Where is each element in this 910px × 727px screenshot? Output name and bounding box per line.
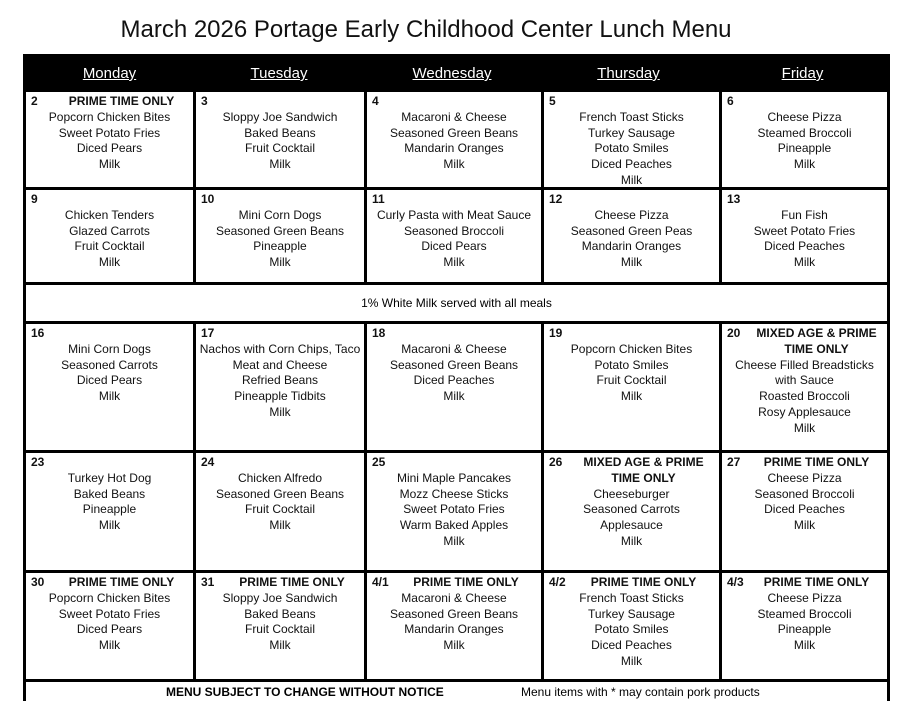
menu-item: French Toast Sticks	[579, 590, 684, 605]
cell-top-row	[26, 94, 193, 110]
cell-top-row	[722, 94, 887, 110]
day-cell	[544, 573, 719, 679]
cell-top-row	[196, 455, 364, 471]
date-number: 5	[549, 94, 556, 108]
cell-top-row	[722, 575, 887, 591]
menu-item: Diced Peaches	[413, 373, 495, 388]
cell-top-row	[196, 575, 364, 591]
menu-item: Nachos with Corn Chips, Taco	[199, 341, 361, 356]
menu-item: Diced Peaches	[764, 502, 845, 517]
cell-top-row	[367, 455, 541, 471]
menu-item: Seasoned Carrots	[61, 357, 158, 372]
menu-items	[26, 208, 193, 271]
menu-item: Baked Beans	[244, 125, 316, 140]
menu-item: Fun Fish	[781, 207, 828, 222]
date-number: 19	[549, 326, 563, 340]
menu-item: Milk	[269, 157, 291, 172]
menu-items	[26, 591, 193, 654]
menu-item: Milk	[443, 157, 465, 172]
menu-items	[722, 471, 887, 534]
menu-item: Mandarin Oranges	[404, 141, 504, 156]
menu-items	[367, 471, 541, 550]
menu-item: Milk	[443, 638, 465, 653]
week-row	[26, 573, 887, 679]
day-cell	[196, 324, 364, 450]
day-cell	[722, 573, 887, 679]
cell-top-row	[722, 455, 887, 471]
date-number: 4	[372, 94, 379, 108]
menu-item: Diced Pears	[76, 373, 143, 388]
menu-item: Fruit Cocktail	[244, 622, 315, 637]
day-cell	[26, 573, 193, 679]
menu-item: Sloppy Joe Sandwich	[222, 109, 338, 124]
menu-items	[544, 591, 719, 670]
menu-item: Diced Peaches	[764, 239, 845, 254]
menu-item: Meat and Cheese	[232, 357, 328, 372]
menu-item: Cheese Pizza	[767, 590, 842, 605]
cell-top-row	[722, 192, 887, 208]
menu-item: Popcorn Chicken Bites	[570, 341, 693, 356]
menu-items	[26, 471, 193, 534]
menu-item: Milk	[443, 389, 465, 404]
menu-item: Milk	[98, 157, 121, 172]
date-number: 18	[372, 326, 386, 340]
day-cell	[722, 190, 887, 282]
day-cell	[196, 92, 364, 187]
date-number: 24	[201, 455, 215, 469]
spacer	[750, 94, 887, 110]
milk-note: 1% White Milk served with all meals	[26, 285, 887, 321]
menu-item: Mandarin Oranges	[404, 622, 504, 637]
menu-item: Milk	[620, 172, 643, 187]
spacer	[750, 192, 887, 208]
cell-top-row	[544, 455, 719, 487]
cell-top-row	[367, 94, 541, 110]
menu-items	[544, 208, 719, 271]
cell-top-row	[26, 326, 193, 342]
day-wednesday: Wednesday	[412, 65, 492, 82]
spacer	[572, 192, 719, 208]
day-cell	[367, 324, 541, 450]
date-number: 17	[201, 326, 215, 340]
weeks-container	[26, 92, 887, 702]
change-notice: MENU SUBJECT TO CHANGE WITHOUT NOTICE	[166, 685, 444, 699]
menu-item: Milk	[269, 518, 291, 533]
menu-item: Milk	[98, 638, 121, 653]
spacer	[224, 94, 364, 110]
date-number: 12	[549, 192, 563, 206]
menu-item: Milk	[269, 255, 291, 270]
menu-item: Milk	[793, 638, 816, 653]
date-number: 26	[549, 455, 563, 469]
day-cell	[196, 190, 364, 282]
spacer	[54, 326, 193, 342]
menu-item: Pineapple	[777, 141, 832, 156]
date-number: 16	[31, 326, 45, 340]
date-number: 10	[201, 192, 215, 206]
spacer	[224, 326, 364, 342]
menu-item: Macaroni & Cheese	[401, 109, 507, 124]
day-cell	[196, 453, 364, 570]
day-friday: Friday	[781, 65, 824, 82]
menu-item: Rosy Applesauce	[758, 404, 851, 419]
date-number: 11	[372, 192, 385, 206]
date-number: 4/3	[727, 575, 744, 589]
spacer	[224, 192, 364, 208]
cell-top-row	[544, 326, 719, 342]
menu-item: Refried Beans	[241, 373, 319, 388]
menu-items	[722, 208, 887, 271]
spacer	[395, 94, 541, 110]
date-number: 4/1	[372, 575, 389, 589]
menu-item: Turkey Sausage	[588, 125, 675, 140]
cell-top-row	[367, 575, 541, 591]
spacer	[395, 192, 541, 208]
cell-top-row	[26, 575, 193, 591]
menu-item: Milk	[620, 255, 643, 270]
menu-items	[544, 110, 719, 187]
spacer	[54, 192, 193, 208]
menu-item: with Sauce	[775, 373, 834, 388]
day-cell	[544, 453, 719, 570]
day-cell	[722, 92, 887, 187]
cell-top-row	[367, 192, 541, 208]
menu-item: Turkey Hot Dog	[67, 470, 152, 485]
menu-items	[367, 342, 541, 405]
menu-item: Fruit Cocktail	[596, 373, 667, 388]
menu-item: Milk	[793, 157, 816, 172]
menu-items	[196, 208, 364, 271]
menu-item: Curly Pasta with Meat Sauce	[376, 207, 532, 222]
menu-heading: PRIME TIME ONLY	[239, 575, 345, 589]
menu-item: Pineapple	[253, 239, 307, 254]
menu-item: Applesauce	[600, 518, 663, 533]
menu-items	[196, 591, 364, 654]
menu-item: Diced Peaches	[591, 638, 672, 653]
menu-item: Milk	[98, 518, 121, 533]
spacer	[572, 326, 719, 342]
day-cell	[544, 190, 719, 282]
menu-items	[367, 591, 541, 654]
cell-top-row	[196, 192, 364, 208]
date-number: 20	[727, 326, 741, 340]
cell-top-row	[544, 94, 719, 110]
menu-heading: MIXED AGE & PRIME TIME ONLY	[756, 326, 877, 356]
day-cell	[544, 92, 719, 187]
menu-item: Milk	[98, 389, 121, 404]
page-title: March 2026 Portage Early Childhood Center Lunch Menu	[120, 16, 732, 43]
menu-item: Steamed Broccoli	[757, 125, 852, 140]
menu-item: Pineapple	[777, 622, 832, 637]
menu-items	[367, 208, 541, 271]
menu-item: Sloppy Joe Sandwich	[222, 590, 338, 605]
menu-items	[367, 110, 541, 173]
menu-item: Fruit Cocktail	[244, 141, 315, 156]
menu-items	[196, 471, 364, 534]
day-tuesday: Tuesday	[250, 65, 308, 82]
day-cell	[26, 453, 193, 570]
menu-item: French Toast Sticks	[579, 109, 684, 124]
menu-item: Milk	[620, 389, 643, 404]
menu-item: Seasoned Carrots	[583, 502, 680, 517]
spacer	[395, 455, 541, 471]
menu-items	[196, 342, 364, 421]
spacer	[54, 455, 193, 471]
menu-item: Milk	[793, 518, 816, 533]
cell-top-row	[367, 326, 541, 342]
day-cell	[722, 453, 887, 570]
day-header-row	[26, 57, 887, 89]
menu-item: Baked Beans	[73, 486, 146, 501]
date-number: 6	[727, 94, 734, 108]
menu-item: Milk	[269, 404, 291, 419]
day-cell	[367, 92, 541, 187]
menu-item: Diced Peaches	[591, 157, 672, 172]
menu-item: Sweet Potato Fries	[753, 223, 856, 238]
menu-items	[26, 342, 193, 405]
menu-item: Macaroni & Cheese	[401, 590, 507, 605]
menu-item: Fruit Cocktail	[74, 239, 145, 254]
menu-item: Mozz Cheese Sticks	[399, 486, 509, 501]
menu-item: Milk	[793, 255, 816, 270]
menu-item: Baked Beans	[244, 606, 316, 621]
menu-heading: PRIME TIME ONLY	[413, 575, 519, 589]
menu-items	[722, 110, 887, 173]
menu-item: Potato Smiles	[594, 622, 669, 637]
menu-item: Sweet Potato Fries	[403, 502, 505, 517]
week-row	[26, 190, 887, 282]
menu-item: Sweet Potato Fries	[58, 125, 161, 140]
menu-items	[196, 110, 364, 173]
date-number: 23	[31, 455, 45, 469]
menu-item: Potato Smiles	[594, 357, 669, 372]
day-cell	[26, 190, 193, 282]
menu-item: Seasoned Green Beans	[389, 125, 519, 140]
menu-item: Seasoned Broccoli	[403, 223, 505, 238]
date-number: 9	[31, 192, 38, 206]
date-number: 3	[201, 94, 208, 108]
week-row	[26, 324, 887, 450]
menu-items	[544, 487, 719, 550]
cell-top-row	[196, 94, 364, 110]
cell-top-row	[196, 326, 364, 342]
menu-item: Fruit Cocktail	[244, 502, 315, 517]
menu-item: Milk	[443, 255, 465, 270]
menu-item: Pineapple Tidbits	[234, 389, 326, 404]
cell-top-row	[544, 192, 719, 208]
date-number: 13	[727, 192, 741, 206]
menu-item: Milk	[269, 638, 291, 653]
spacer	[572, 94, 719, 110]
day-cell	[26, 324, 193, 450]
menu-item: Seasoned Green Beans	[389, 357, 519, 372]
menu-item: Potato Smiles	[594, 141, 669, 156]
menu-item: Seasoned Green Beans	[215, 486, 345, 501]
spacer	[224, 455, 364, 471]
date-number: 2	[31, 94, 38, 108]
menu-item: Popcorn Chicken Bites	[48, 590, 171, 605]
week-row	[26, 453, 887, 570]
cell-top-row	[722, 326, 887, 358]
menu-item: Seasoned Green Beans	[215, 223, 345, 238]
menu-item: Milk	[443, 533, 465, 548]
menu-item: Cheese Pizza	[767, 109, 842, 124]
menu-items	[544, 342, 719, 405]
day-cell	[367, 573, 541, 679]
menu-item: Seasoned Green Beans	[389, 606, 519, 621]
menu-item: Warm Baked Apples	[399, 518, 509, 533]
menu-heading: PRIME TIME ONLY	[763, 575, 870, 589]
date-number: 25	[372, 455, 386, 469]
menu-item: Cheese Pizza	[594, 207, 669, 222]
cell-top-row	[544, 575, 719, 591]
day-cell	[544, 324, 719, 450]
menu-item: Roasted Broccoli	[759, 389, 850, 404]
menu-item: Seasoned Green Peas	[570, 223, 693, 238]
menu-item: Turkey Sausage	[588, 606, 675, 621]
week-row	[26, 92, 887, 187]
date-number: 4/2	[549, 575, 566, 589]
menu-item: Cheese Pizza	[767, 470, 842, 485]
menu-item: Mini Corn Dogs	[238, 207, 322, 222]
menu-item: Milk	[793, 420, 816, 435]
menu-item: Mini Maple Pancakes	[396, 470, 512, 485]
menu-item: Milk	[620, 653, 643, 668]
cell-top-row	[26, 455, 193, 471]
pork-notice: Menu items with * may contain pork products	[521, 685, 760, 699]
menu-item: Cheeseburger	[593, 486, 670, 501]
footer	[26, 682, 887, 702]
menu-item: Milk	[620, 533, 643, 548]
menu-item: Sweet Potato Fries	[58, 606, 161, 621]
menu-item: Seasoned Broccoli	[754, 486, 855, 501]
cell-top-row	[26, 192, 193, 208]
menu-item: Chicken Alfredo	[237, 470, 323, 485]
menu-item: Diced Pears	[421, 239, 487, 254]
day-cell	[367, 453, 541, 570]
menu-item: Glazed Carrots	[69, 223, 150, 238]
menu-item: Mini Corn Dogs	[68, 341, 151, 356]
menu-item: Milk	[98, 255, 121, 270]
day-cell	[367, 190, 541, 282]
menu-heading: PRIME TIME ONLY	[68, 575, 175, 589]
day-monday: Monday	[82, 65, 137, 82]
menu-items	[722, 591, 887, 654]
day-cell	[722, 324, 887, 450]
spacer	[395, 326, 541, 342]
menu-item: Mandarin Oranges	[581, 239, 682, 254]
day-cell	[196, 573, 364, 679]
menu-items	[26, 110, 193, 173]
menu-heading: MIXED AGE & PRIME TIME ONLY	[583, 455, 704, 485]
menu-heading: PRIME TIME ONLY	[763, 455, 870, 469]
menu-item: Diced Pears	[76, 622, 143, 637]
menu-item: Popcorn Chicken Bites	[48, 109, 171, 124]
day-cell	[26, 92, 193, 187]
menu-item: Chicken Tenders	[64, 207, 155, 222]
menu-item: Cheese Filled Breadsticks	[735, 357, 874, 372]
menu-heading: PRIME TIME ONLY	[590, 575, 697, 589]
date-number: 27	[727, 455, 741, 469]
day-thursday: Thursday	[597, 65, 660, 82]
menu-item: Steamed Broccoli	[757, 606, 852, 621]
menu-heading: PRIME TIME ONLY	[68, 94, 175, 108]
menu-item: Macaroni & Cheese	[401, 341, 507, 356]
menu-item: Pineapple	[82, 502, 137, 517]
date-number: 31	[201, 575, 215, 589]
menu-items	[722, 358, 887, 437]
menu-calendar	[23, 54, 890, 701]
menu-item: Diced Pears	[76, 141, 143, 156]
date-number: 30	[31, 575, 45, 589]
